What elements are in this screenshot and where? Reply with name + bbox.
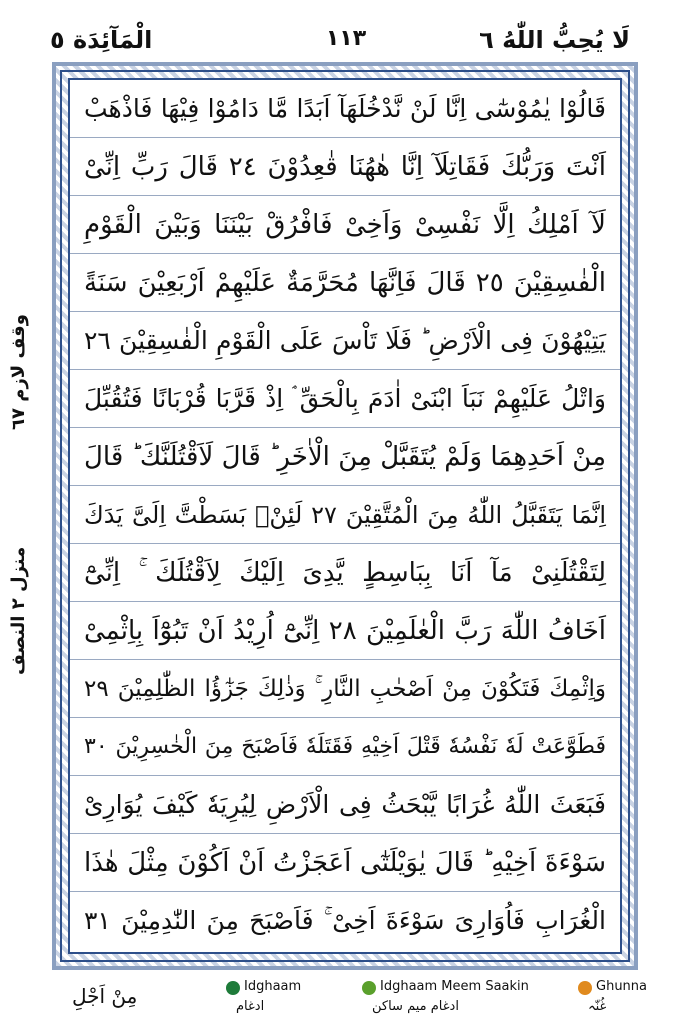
text-line-13: فَبَعَثَ اللّٰهُ غُرَابًا يَّبْحَثُ فِى الْاَرْضِ لِيُرِيَهٗ كَيْفَ يُوَارِىْ — [70, 776, 620, 834]
text-line-2: اَنْتَ وَرَبُّكَ فَقَاتِلَآ اِنَّا هٰهُنَا قٰعِدُوْنَ ٢٤ قَالَ رَبِّ اِنِّىْ — [70, 138, 620, 196]
text-line-5: يَتِيْهُوْنَ فِى الْاَرْضِ ؕ فَلَا تَاْسَ عَلَى الْقَوْمِ الْفٰسِقِيْنَ ٢٦ — [70, 312, 620, 370]
catchword: مِنْ اَجْلِ — [72, 984, 138, 1008]
text-line-4: الْفٰسِقِيْنَ ٢٥ قَالَ فَاِنَّهَا مُحَرَّمَةٌ عَلَيْهِمْ اَرْبَعِيْنَ سَنَةً — [70, 254, 620, 312]
legend-ghunna-en: Ghunna — [596, 979, 647, 994]
text-line-10: اَخَافُ اللّٰهَ رَبَّ الْعٰلَمِيْنَ ٢٨ اِنِّىْٓ اُرِيْدُ اَنْ تَبُوْٓاَ بِاِثْمِىْ — [70, 602, 620, 660]
page-number: ١١٣ — [325, 26, 367, 51]
text-line-9: لِتَقْتُلَنِىْ مَآ اَنَا بِبَاسِطٍ يَّدِىَ اِلَيْكَ لِاَقْتُلَكَ ۚ اِنِّىْٓ — [70, 544, 620, 602]
text-line-6: وَاتْلُ عَلَيْهِمْ نَبَاَ ابْنَىْ اٰدَمَ بِالْحَقِّ ۘ اِذْ قَرَّبَا قُرْبَانًا فَتُقُبِّلَ — [70, 370, 620, 428]
page-header — [0, 22, 692, 62]
text-line-14: سَوْءَةَ اَخِيْهِ ؕ قَالَ يٰوَيْلَتٰٓى اَعَجَزْتُ اَنْ اَكُوْنَ مِثْلَ هٰذَا — [70, 834, 620, 892]
text-line-3: لَآ اَمْلِكُ اِلَّا نَفْسِىْ وَاَخِىْ فَافْرُقْ بَيْنَنَا وَبَيْنَ الْقَوْمِ — [70, 196, 620, 254]
page-frame — [52, 62, 638, 970]
text-line-11: وَاِثْمِكَ فَتَكُوْنَ مِنْ اَصْحٰبِ النَّارِ ۚ وَذٰلِكَ جَزٰٓؤُا الظّٰلِمِيْنَ ٢٩ — [70, 660, 620, 718]
text-line-7: مِنْ اَحَدِهِمَا وَلَمْ يُتَقَبَّلْ مِنَ الْاٰخَرِ ؕ قَالَ لَاَقْتُلَنَّكَ ؕ قَالَ — [70, 428, 620, 486]
legend-idghaam-meem-saakin-ar: ادغام میم ساکن — [372, 999, 459, 1014]
juz-name: لَا يُحِبُّ اللّٰهُ ٦ — [479, 26, 630, 54]
idghaam-meem-saakin-color-dot — [362, 981, 376, 995]
text-line-1: قَالُوْا يٰمُوْسٰٓى اِنَّا لَنْ نَّدْخُلَهَآ اَبَدًا مَّا دَامُوْا فِيْهَا فَاذْهَبْ — [70, 80, 620, 138]
idghaam-color-dot — [226, 981, 240, 995]
side-note-manzil: منزل ٢ النصف — [8, 546, 29, 675]
side-note-waqf: وقف لازم ٦٧ — [8, 314, 29, 430]
text-line-15: الْغُرَابِ فَاُوَارِىَ سَوْءَةَ اَخِىْ ۚ فَاَصْبَحَ مِنَ النّٰدِمِيْنَ ٣١ — [84, 906, 606, 935]
legend-idghaam-en: Idghaam — [244, 979, 302, 994]
tajweed-legend — [0, 975, 692, 1024]
side-margin — [6, 300, 46, 680]
legend-idghaam-ar: ادغام — [236, 999, 265, 1014]
surah-name: الْمَآئِدَة ٥ — [50, 26, 153, 54]
legend-idghaam-meem-saakin-en: Idghaam Meem Saakin — [380, 979, 529, 994]
text-line-8: اِنَّمَا يَتَقَبَّلُ اللّٰهُ مِنَ الْمُتَّقِيْنَ ٢٧ لَئِنْۢ بَسَطْتَّ اِلَىَّ يَدَكَ — [70, 486, 620, 544]
quran-text-area — [68, 78, 622, 954]
text-line-12: فَطَوَّعَتْ لَهٗ نَفْسُهٗ قَتْلَ اَخِيْهِ فَقَتَلَهٗ فَاَصْبَحَ مِنَ الْخٰسِرِيْنَ ٣٠ — [70, 718, 620, 776]
ghunna-color-dot — [578, 981, 592, 995]
legend-ghunna-ar: غُنّہ — [588, 999, 607, 1014]
